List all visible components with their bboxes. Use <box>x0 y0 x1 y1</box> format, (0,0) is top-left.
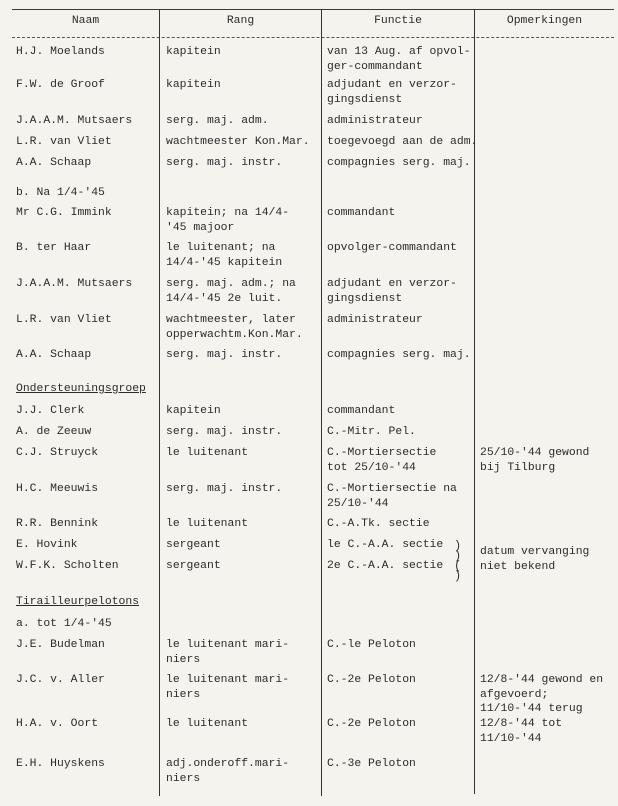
cell-functie: 2e C.-A.A. sectie <box>327 560 444 572</box>
cell-rang: wachtmeester, later opperwachtm.Kon.Mar. <box>166 314 303 341</box>
cell-functie: C.-2e Peloton <box>327 674 416 686</box>
cell-naam: J.C. v. Aller <box>16 674 105 686</box>
cell-functie: C.-Mortiersectie na 25/10-'44 <box>327 483 457 510</box>
shared-remark: datum vervanging niet bekend <box>480 546 590 573</box>
cell-rang: adj.onderoff.mari- niers <box>166 758 290 785</box>
cell-naam: B. ter Haar <box>16 242 92 254</box>
header-opmerkingen: Opmerkingen <box>506 15 583 27</box>
cell-naam: J.E. Budelman <box>16 639 105 651</box>
cell-rang: kapitein <box>166 79 221 91</box>
cell-naam: J.A.A.M. Mutsaers <box>16 278 133 290</box>
cell-rang: serg. maj. adm.; na 14/4-'45 2e luit. <box>166 278 296 305</box>
cell-naam: J.J. Clerk <box>16 405 85 417</box>
cell-rang: sergeant <box>166 539 221 551</box>
cell-naam: A. de Zeeuw <box>16 426 92 438</box>
table-top-rule <box>12 9 614 10</box>
cell-rang: serg. maj. adm. <box>166 115 269 127</box>
cell-naam: H.C. Meeuwis <box>16 483 99 495</box>
cell-rang: le luitenant <box>166 447 249 459</box>
cell-naam: W.F.K. Scholten <box>16 560 119 572</box>
cell-functie: le C.-A.A. sectie <box>327 539 444 551</box>
column-divider <box>159 9 160 796</box>
cell-functie: adjudant en verzor- gingsdienst <box>327 79 457 106</box>
column-divider <box>474 9 475 794</box>
cell-rang: le luitenant mari- niers <box>166 639 290 666</box>
cell-rang: serg. maj. instr. <box>166 349 283 361</box>
cell-naam: J.A.A.M. Mutsaers <box>16 115 133 127</box>
header-rang: Rang <box>226 15 255 27</box>
cell-rang: serg. maj. instr. <box>166 483 283 495</box>
brace-mark: ) ) ( ) <box>454 539 462 583</box>
cell-rang: sergeant <box>166 560 221 572</box>
cell-naam: L.R. van Vliet <box>16 136 112 148</box>
cell-functie: toegevoegd aan de adm. <box>327 136 478 148</box>
cell-functie: C.-Mortiersectie tot 25/10-'44 <box>327 447 437 474</box>
cell-rang: kapitein; na 14/4- '45 majoor <box>166 207 290 234</box>
cell-naam: A.A. Schaap <box>16 157 92 169</box>
column-divider <box>321 9 322 796</box>
cell-functie: compagnies serg. maj. <box>327 157 471 169</box>
cell-naam: Ondersteuningsgroep <box>16 383 146 395</box>
header-functie: Functie <box>374 15 422 27</box>
cell-rang: le luitenant <box>166 718 249 730</box>
cell-naam: Mr C.G. Immink <box>16 207 112 219</box>
cell-functie: administrateur <box>327 115 423 127</box>
cell-functie: adjudant en verzor- gingsdienst <box>327 278 457 305</box>
cell-naam: E. Hovink <box>16 539 78 551</box>
cell-naam: L.R. van Vliet <box>16 314 112 326</box>
cell-naam: F.W. de Groof <box>16 79 105 91</box>
cell-functie: commandant <box>327 207 396 219</box>
cell-naam: Tirailleurpelotons <box>16 596 140 608</box>
cell-naam: a. tot 1/4-'45 <box>16 618 112 630</box>
cell-opmerkingen: 12/8-'44 gewond en afgevoerd; 11/10-'44 terug <box>480 674 604 715</box>
cell-rang: serg. maj. instr. <box>166 426 283 438</box>
cell-naam: b. Na 1/4-'45 <box>16 187 105 199</box>
cell-opmerkingen: 12/8-'44 tot 11/10-'44 <box>480 718 563 745</box>
cell-functie: van 13 Aug. af opvol- ger-commandant <box>327 46 471 73</box>
header-divider <box>12 37 614 38</box>
cell-naam: E.H. Huyskens <box>16 758 105 770</box>
cell-functie: commandant <box>327 405 396 417</box>
header-naam: Naam <box>71 15 100 27</box>
cell-functie: C.-3e Peloton <box>327 758 416 770</box>
cell-naam: H.A. v. Oort <box>16 718 99 730</box>
cell-rang: le luitenant <box>166 518 249 530</box>
cell-rang: le luitenant; na 14/4-'45 kapitein <box>166 242 283 269</box>
cell-rang: serg. maj. instr. <box>166 157 283 169</box>
cell-functie: C.-2e Peloton <box>327 718 416 730</box>
cell-naam: C.J. Struyck <box>16 447 99 459</box>
cell-functie: compagnies serg. maj. <box>327 349 471 361</box>
cell-rang: kapitein <box>166 405 221 417</box>
cell-functie: opvolger-commandant <box>327 242 457 254</box>
cell-functie: C.-A.Tk. sectie <box>327 518 430 530</box>
cell-opmerkingen: 25/10-'44 gewond bij Tilburg <box>480 447 590 474</box>
cell-naam: A.A. Schaap <box>16 349 92 361</box>
cell-naam: R.R. Bennink <box>16 518 99 530</box>
cell-functie: C.-Mitr. Pel. <box>327 426 416 438</box>
cell-rang: wachtmeester Kon.Mar. <box>166 136 310 148</box>
cell-rang: kapitein <box>166 46 221 58</box>
cell-functie: administrateur <box>327 314 423 326</box>
cell-rang: le luitenant mari- niers <box>166 674 290 701</box>
cell-functie: C.-le Peloton <box>327 639 416 651</box>
cell-naam: H.J. Moelands <box>16 46 105 58</box>
